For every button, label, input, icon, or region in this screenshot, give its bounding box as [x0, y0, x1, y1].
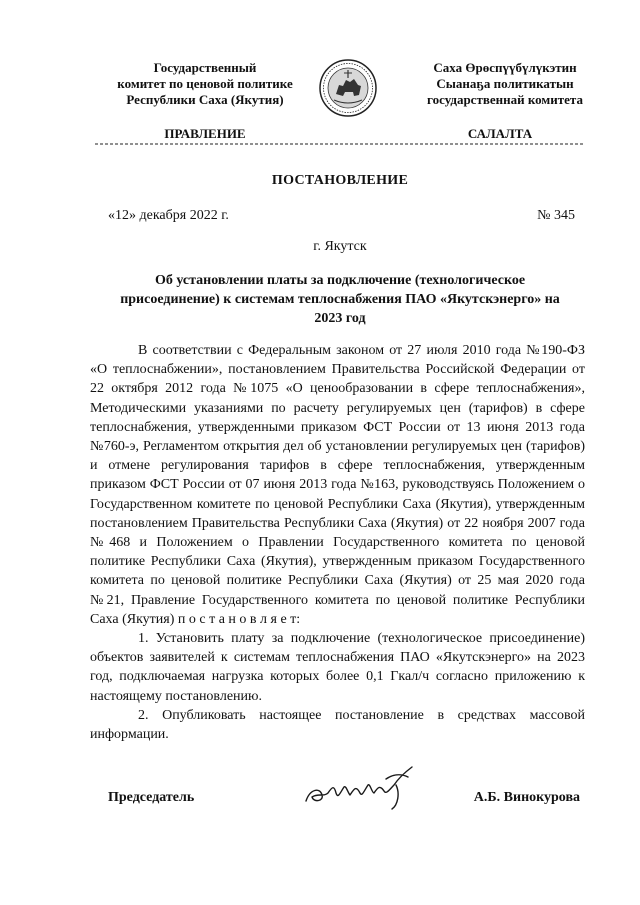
document-number: № 345: [537, 208, 575, 223]
board-label-ru: ПРАВЛЕНИЕ: [164, 126, 246, 141]
body-paragraph: В соответствии с Федеральным законом от 27 июля 2010 года №190-ФЗ «О теплоснабжении», постановлением Правительства Российской Федерации от 22 октября 2012 года №1075 «О ценообразовании в сфере теплоснабжения», Методическими указаниями по расчету регулируемых цен (тарифов) в сфере теплоснабжения, утвержденными приказом ФСТ России от 13 июня 2013 года №760-э, Регламентом открытия дел об установлении регулируемых цен (тарифов) и отмене регулирования тарифов в сфере теплоснабжения, утвержденным приказом ФСТ России от 07 июня 2013 года №163, руководствуясь Положением о Государственном комитете по ценовой Республики Саха (Якутия), утвержденным постановлением Правительства Республики Саха (Якутия) от 22 ноября 2007 года №468 и Положением о Правлении Государственного комитета по ценовой политике Республики Саха (Якутия), утвержденным приказом Государственного комитета по ценовой политике Республики Саха (Якутия) от 25 мая 2020 года №21, Правление Государственного комитета по ценовой политике Республики Саха (Якутия) п о с т а н о в л я е т:: [90, 343, 585, 627]
header-left-line: Республики Саха (Якутия): [126, 92, 284, 107]
signer-role: Председатель: [108, 790, 195, 805]
header-right-line: Сыанаҕа политикатын: [436, 76, 574, 91]
header-left-line: комитет по ценовой политике: [117, 76, 293, 91]
document-title: ПОСТАНОВЛЕНИЕ: [271, 173, 409, 188]
header-divider: [95, 141, 585, 147]
header-right-line: Саха Өрөспүүбүлүкэтин: [433, 60, 577, 75]
header-left-line: Государственный: [153, 60, 257, 75]
handwritten-signature-icon: [300, 763, 430, 813]
board-label-sakha: САЛАЛТА: [467, 126, 533, 141]
document-subject: Об установлении платы за подключение (технологическое присоединение) к системам теплоснабжения ПАО «Якутскэнерго» на 2023 год: [120, 273, 560, 326]
header-right-org: [380, 60, 630, 108]
header-left-org: [100, 60, 310, 108]
document-date: «12» декабря 2022 г.: [108, 208, 229, 223]
coat-of-arms-emblem-icon: [318, 58, 378, 118]
document-body: [90, 341, 585, 744]
document-city: г. Якутск: [313, 239, 367, 254]
body-paragraph: 1. Установить плату за подключение (технологическое присоединение) объектов заявителей к системам теплоснабжения ПАО «Якутскэнерго» на 2023 год, подключаемая нагрузка которых более 0,1 Гкал/ч согласно приложению к настоящему постановлению.: [90, 631, 585, 704]
header-right-line: государственнай комитета: [427, 92, 583, 107]
signer-name: А.Б. Винокурова: [473, 790, 580, 805]
body-paragraph: 2. Опубликовать настоящее постановление в средствах массовой информации.: [90, 707, 585, 743]
